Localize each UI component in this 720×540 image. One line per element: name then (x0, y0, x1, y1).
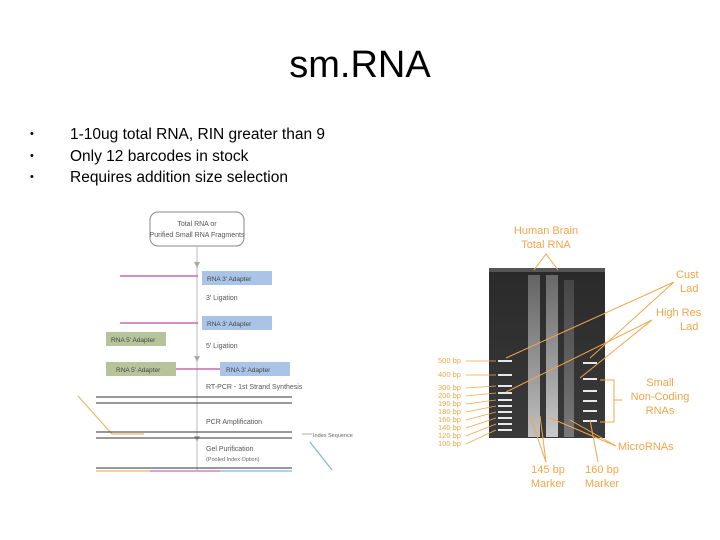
human-brain-label: Total RNA (521, 239, 571, 251)
bullet-item (30, 146, 325, 168)
arrow-icon (194, 262, 200, 268)
custom-ladder-label: Cust (676, 269, 699, 281)
marker-145-label: 145 bp (531, 464, 565, 476)
bullet-text: 1-10ug total RNA, RIN greater than 9 (70, 126, 326, 143)
slide-title: sm.RNA (289, 44, 431, 86)
small-noncoding-label: Small (646, 377, 674, 389)
custom-ladder-label: Lad (680, 283, 699, 295)
ladder-band (583, 362, 597, 364)
ladder-band (498, 411, 512, 413)
bullet-text: Requires addition size selection (70, 169, 288, 186)
ladder-labels (438, 356, 461, 448)
adapter-3b-label: RNA 3' Adapter (207, 321, 252, 328)
human-brain-label: Human Brain (513, 225, 579, 237)
marker-160-label: 160 bp (585, 464, 619, 476)
ladder-label: 300 bp (438, 383, 461, 392)
micrornas-label: MicroRNAs (618, 441, 674, 453)
primer-line (78, 396, 112, 434)
adapter-5-label: RNA 5' Adapter (111, 337, 156, 344)
ladder-label: 190 bp (438, 399, 461, 408)
adapter-5b-label: RNA 5' Adapter (116, 367, 161, 374)
rtpcr-label: RT-PCR - 1st Strand Synthesis (206, 384, 303, 391)
start-box-line2: Purified Small RNA Fragments (149, 232, 245, 239)
bullet-list (30, 124, 325, 189)
marker-160-label: Marker (584, 478, 620, 490)
ligation-3-label: 3' Ligation (206, 295, 238, 302)
ladder-band (498, 405, 512, 407)
arrow-icon (194, 436, 200, 442)
pcr-label: PCR Amplification (206, 419, 263, 426)
rna-smear-lane (528, 275, 540, 437)
start-box (150, 212, 244, 246)
ladder-label: 400 bp (438, 370, 461, 379)
bullet-dot: • (30, 171, 34, 183)
ladder-label: 140 bp (438, 423, 461, 432)
arrow-icon (194, 356, 200, 362)
ladder-band (498, 417, 512, 419)
ladder-label: 180 bp (438, 407, 461, 416)
bullet-dot: • (30, 149, 34, 162)
ladder-band (498, 429, 512, 431)
small-noncoding-label: Non-Coding (630, 391, 690, 403)
bullet-item (30, 167, 325, 189)
ladder-label: 500 bp (438, 356, 461, 365)
ladder-label: 160 bp (438, 415, 461, 424)
ladder-band (583, 400, 597, 402)
ladder-band (583, 378, 597, 380)
ladder-band (583, 390, 597, 392)
bullet-item (30, 124, 325, 146)
marker-145-label: Marker (530, 478, 566, 490)
rna-smear-lane (564, 280, 574, 437)
bullet-dot: • (30, 128, 34, 140)
ladder-label: 100 bp (438, 439, 461, 448)
start-box-line1: Total RNA or (177, 221, 217, 228)
ligation-5-label: 5' Ligation (206, 343, 238, 350)
gel-figure (430, 220, 720, 495)
ladder-band (498, 374, 512, 376)
adapter-3-label: RNA 3' Adapter (207, 276, 252, 283)
ladder-band (498, 392, 512, 394)
high-res-ladder-label: Lad (680, 321, 699, 333)
adapter-3c-label: RNA 3' Adapter (226, 367, 271, 374)
ladder-band (583, 410, 597, 412)
ladder-band (498, 360, 512, 362)
ladder-label: 200 bp (438, 391, 461, 400)
ladder-band (498, 423, 512, 425)
small-noncoding-label: RNAs (645, 405, 675, 417)
index-sequence-label: Index Sequence (313, 433, 353, 439)
ladder-label: 120 bp (438, 431, 461, 440)
index-line (310, 442, 332, 470)
ladder-band (498, 385, 512, 387)
gel-note-label: (Pooled Index Option) (206, 457, 260, 463)
gel-well-row (489, 268, 605, 272)
bullet-text: Only 12 barcodes in stock (70, 147, 249, 165)
high-res-ladder-label: High Res (656, 307, 702, 319)
gel-purification-label: Gel Purification (206, 446, 254, 453)
workflow-diagram (70, 208, 360, 488)
human-brain-pointer (534, 254, 558, 270)
rna-smear-lane (546, 275, 558, 437)
ladder-band (498, 399, 512, 401)
